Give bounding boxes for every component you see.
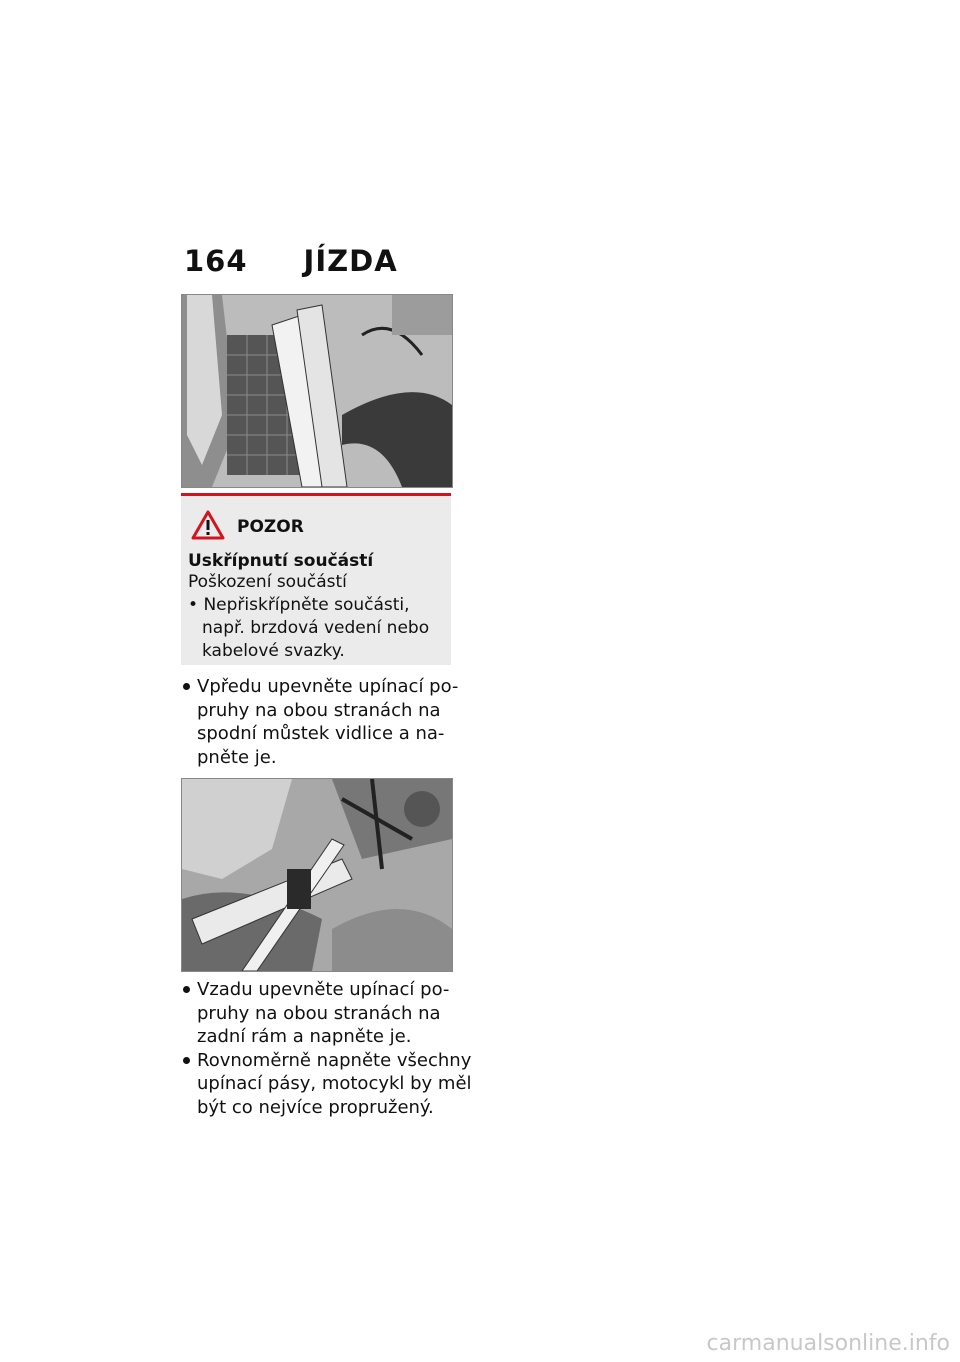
warning-box xyxy=(181,493,451,665)
list-item: Vpředu upevněte upínací po- pruhy na obou stranách na spodní můstek vidlice a na- pněte je. xyxy=(183,675,458,769)
front-steps-list xyxy=(183,675,458,769)
warning-subtitle: Poškození součástí xyxy=(188,572,347,592)
page-number: 164 xyxy=(184,244,248,278)
warning-bullet xyxy=(188,594,446,663)
list-item: Rovnoměrně napněte všechny upínací pásy, motocykl by měl být co nejvíce propružený. xyxy=(183,1049,458,1120)
warning-bullet-line: kabelové svazky. xyxy=(202,641,345,661)
rear-frame-strap-photo xyxy=(181,778,453,972)
rear-steps-list xyxy=(183,978,472,1119)
warning-label: POZOR xyxy=(237,517,304,537)
warning-triangle-icon xyxy=(191,510,225,544)
section-title: JÍZDA xyxy=(303,244,398,278)
warning-bullet-line: např. brzdová vedení nebo xyxy=(202,618,430,638)
front-fork-strap-photo xyxy=(181,294,453,488)
warning-bullet-line: • Nepřiskřípněte součásti, xyxy=(188,595,410,615)
list-item: Vzadu upevněte upínací po- pruhy na obou stranách na zadní rám a napněte je. xyxy=(183,978,458,1049)
page-header xyxy=(184,244,398,278)
watermark: carmanualsonline.info xyxy=(706,1331,950,1356)
warning-title: Uskřípnutí součástí xyxy=(188,551,374,571)
